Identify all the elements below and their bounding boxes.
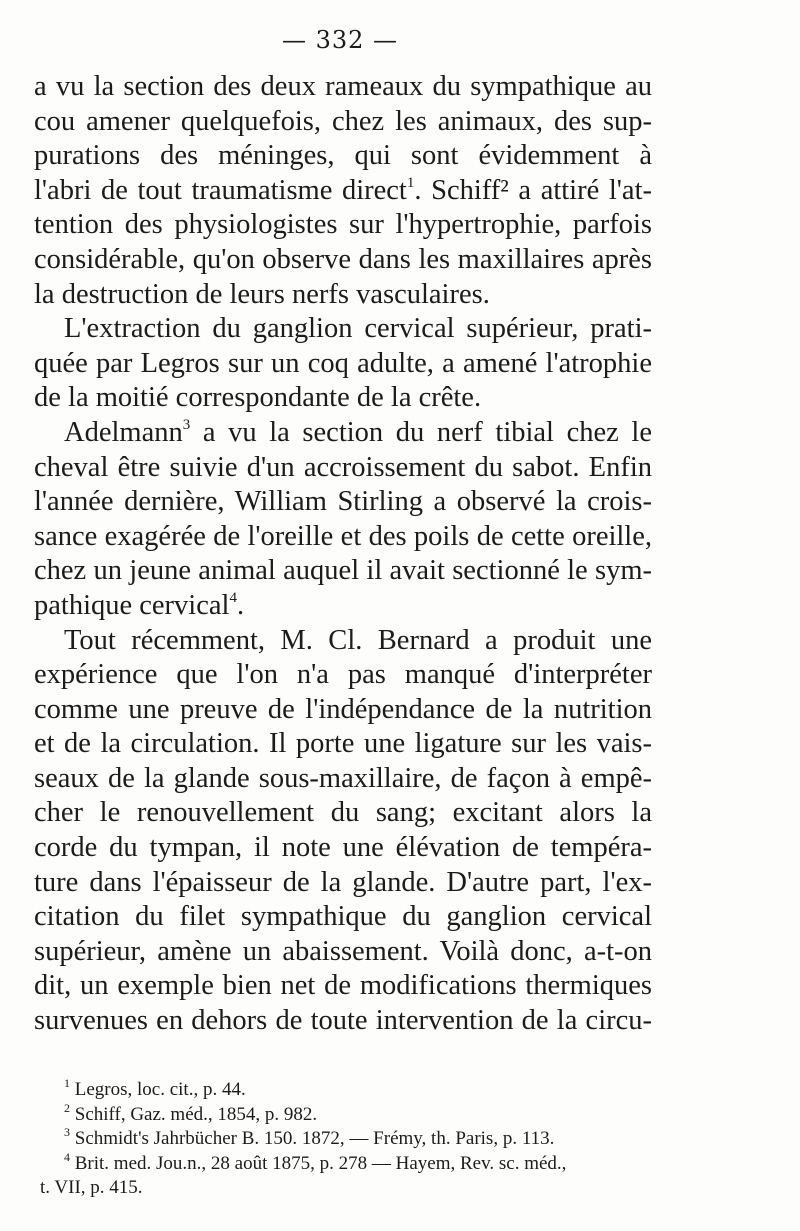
footnote-marker: 2 xyxy=(64,1100,70,1115)
body-line: dit, un exemple bien net de modifications thermiques xyxy=(34,970,652,1002)
body-line: tention des physiologistes sur l'hypertrophie, parfois xyxy=(34,209,652,241)
body-line: chez un jeune animal auquel il avait sectionné le sym- xyxy=(34,555,652,587)
body-line: supérieur, amène un abaissement. Voilà donc, a-t-on xyxy=(34,935,652,967)
body-line: de la moitié correspondante de la crête. xyxy=(34,382,482,414)
body-line: l'abri de tout traumatisme direct$^1$. Schiff² a attiré l'at- xyxy=(34,174,652,206)
footnote-marker: 1 xyxy=(64,1076,70,1090)
footnotes xyxy=(40,1078,654,1201)
footnote-marker: 4 xyxy=(64,1149,70,1164)
body-line: pathique cervical$^4$. xyxy=(34,589,245,621)
paragraph-start: Tout récemment, M. Cl. Bernard a produit une xyxy=(64,624,652,656)
body-line: corde du tympan, il note une élévation de tempéra- xyxy=(34,832,652,864)
body-line: expérience que l'on n'a pas manqué d'interpréter xyxy=(34,659,652,691)
footnote-continuation: t. VII, p. 415. xyxy=(40,1177,143,1199)
body-line: cher le renouvellement du sang; excitant alors la xyxy=(34,797,652,829)
body-line: et de la circulation. Il porte une ligature sur les vais- xyxy=(34,728,652,760)
body-line: considérable, qu'on observe dans les maxillaires après xyxy=(34,243,652,275)
footnote-ref: 4 xyxy=(229,589,237,606)
body-line: seaux de la glande sous-maxillaire, de façon à empê- xyxy=(34,762,652,794)
body-line: l'année dernière, William Stirling a observé la crois- xyxy=(34,486,652,518)
footnote: $^2$ Schiff, Gaz. méd., 1854, p. 982. xyxy=(64,1100,318,1125)
page-number: — 332 — xyxy=(281,26,399,54)
footnote-ref: 3 xyxy=(182,416,191,433)
footnote-ref: 1 xyxy=(406,174,415,191)
body-line: purations des méninges, qui sont évidemment à xyxy=(34,140,652,172)
paragraph-start: Adelmann$^3$ a vu la section du nerf tibial chez le xyxy=(64,416,652,448)
footnote: $^1$ Legros, loc. cit., p. 44. xyxy=(64,1076,246,1100)
body-line: ture dans l'épaisseur de la glande. D'autre part, l'ex- xyxy=(34,866,652,898)
body-line: a vu la section des deux rameaux du sympathique au xyxy=(34,71,652,102)
paragraph-start: L'extraction du ganglion cervical supérieur, prati- xyxy=(64,313,652,345)
body-line: cou amener quelquefois, chez les animaux, des sup- xyxy=(34,105,652,137)
body-line: sance exagérée de l'oreille et des poils de cette oreille, xyxy=(34,520,652,552)
body-line: quée par Legros sur un coq adulte, a amené l'atrophie xyxy=(34,347,652,379)
body-line: survenues en dehors de toute intervention de la circu- xyxy=(34,1005,652,1037)
body-line: citation du filet sympathique du ganglion cervical xyxy=(34,901,652,933)
footnote: $^4$ Brit. med. Jou.n., 28 août 1875, p. 278 — Hayem, Rev. sc. méd., xyxy=(64,1149,567,1174)
body-line: cheval être suivie d'un accroissement du sabot. Enfin xyxy=(34,451,652,483)
body-line: la destruction de leurs nerfs vasculaires. xyxy=(34,278,490,310)
footnote: $^3$ Schmidt's Jahrbücher B. 150. 1872, — Frémy, th. Paris, p. 113. xyxy=(64,1125,555,1150)
footnote-marker: 3 xyxy=(64,1125,70,1140)
body-text xyxy=(34,70,652,1039)
body-line: comme une preuve de l'indépendance de la nutrition xyxy=(34,693,652,725)
